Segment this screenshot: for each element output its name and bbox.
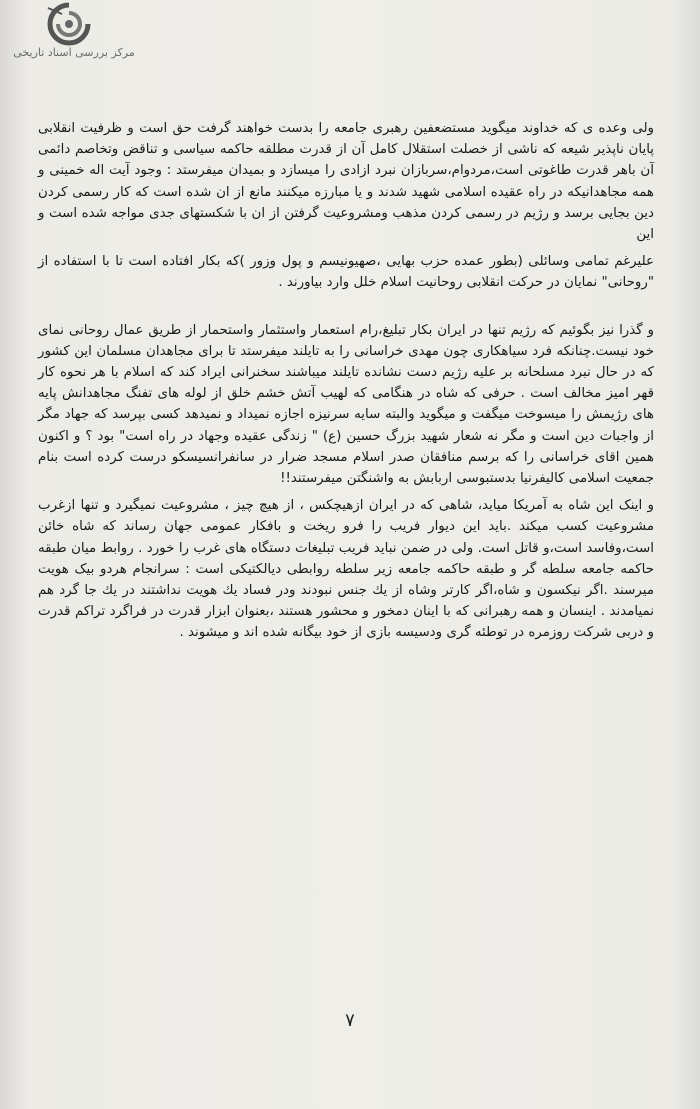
archive-logo — [6, 2, 142, 66]
paragraph-1: ولی وعده ی که خداوند میگوید مستضعفین رهبری جامعه را بدست خواهند گرفت حق است و ظرفیت انقلابی پایان ناپذیر شیعه که ناشی از خصلت استقلال کامل آن از قدرت مطلقه حاکمه سیاسی و تناقض وتخاصم دائمی آن باهر قدرت طاغوتی است،مردوام،سربازان نبرد ازادی را میسازد و بمیدان میفرستد : وجود آیت اله خمینی و همه مجاهدانیکه در راه عقیده اسلامی شهید شدند و یا مبارزه میکنند مانع از ان شده است که کار رسمی کردن دین بجایی برسد و رژیم در رسمی کردن مذهب ومشروعیت گرفتن از ان با شکستهای جدی مواجه شده است و این — [38, 121, 654, 243]
document-body — [38, 118, 654, 644]
paragraph-gap — [38, 294, 654, 320]
logo-caption: مرکز بررسی اسناد تاریخی — [13, 46, 135, 59]
paragraph-3: و گذرا نیز بگوئیم که رژیم تنها در ایران بکار تبلیغ،رام استعمار واستثمار واستحمار از طریق عمال روحانی نمای خود نیست.چنانکه فرد سیاهکاری چون مهدی خراسانی را به تایلند میفرستد تا برای مجاهدان مسلمان این کشور که در حال نبرد مسلحانه بر علیه رژیم دست نشانده تایلند میباشند سخنرانی ایراد کند که اسلام با هر نحوه کار قهر امیز مخالف است . حرفی که شاه در هنگامی که لهیب آتش خشم خلق از لوله های تفنگ مجاهدانش پایه های رژیمش را میسوخت میگفت و میگوید والبته سایه سرنیزه اجازه نمیداد و نمیدهد کسی بپرسد که جهاد مگر از واجبات دین است و مگر نه شعار شهید بزرگ حسین (ع) " زندگی عقیده وجهاد در راه است" بود ؟ و اکنون همین اقای خراسانی را که برسم منافقان صدر اسلام مسجد ضرار در سانفرانسیسکو درست کرده است بنام جمعیت اسلامی کالیفرنیا بدستبوسی اربابش به واشنگتن میفرستند!! — [38, 322, 654, 487]
paragraph-2: علیرغم تمامی وسائلی (بطور عمده حزب بهایی ،صهیونیسم و پول وزور )که بکار افتاده است تا با استفاده از "روحانی" نمایان در حرکت انقلابی روحانیت اسلام خلل وارد بیاورند . — [38, 254, 654, 291]
archive-emblem-icon — [44, 2, 94, 46]
paragraph-4: و اینک این شاه به آمریکا میاید، شاهی که در ایران ازهیچکس ، از هیچ چیز ، مشروعیت نمیگیرد و تنها ازغرب مشروعیت کسب میکند .باید این دیوار فریب را فرو ریخت و بافکار عمومی جهان رساند که شاه خائن است،وفاسد است،و قاتل است. ولی در ضمن نباید فریب تبلیغات دستگاه های غرب را خورد . روابط میان طبقه حاکمه جامعه سلطه گر و طبقه حاکمه جامعه زیر سلطه روابطی دیالکتیکی است : سرانجام هردو بیک هویت میرسند .اگر نیکسون و شاه،اگر کارتر وشاه از یك جنس نبودند ودر فساد یك هویت نداشتند در یك جا گرد هم نمیامدند . اینسان و همه رهبرانی که با اینان دمخور و محشور هستند ،بعنوان ابزار قدرت در فراگرد تراکم قدرت و دربی شرکت روزمره در توطئه گری ودسیسه بازی از خود بیگانه شده اند و میشوند . — [38, 498, 654, 641]
page-number: ٧ — [345, 1010, 355, 1031]
